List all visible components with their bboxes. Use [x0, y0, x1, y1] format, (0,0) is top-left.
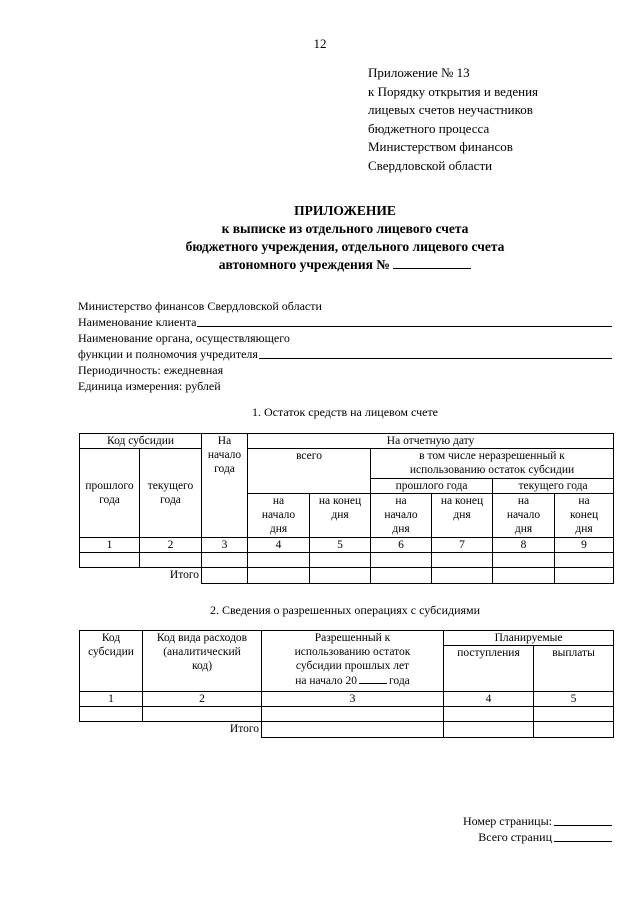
- header-prev-year: прошлого года: [371, 479, 493, 494]
- title-line: автономного учреждения №: [218, 257, 390, 272]
- header-text: Код: [101, 632, 121, 644]
- column-number: 4: [444, 692, 534, 707]
- table-cell[interactable]: [140, 553, 202, 568]
- header-subsidy-code: Код субсидии: [80, 434, 202, 449]
- annex-line: Министерством финансов: [368, 139, 513, 154]
- column-number: 4: [248, 538, 310, 553]
- unit-line: Единица измерения: рублей: [78, 379, 221, 393]
- header-text: Разрешенный к: [314, 632, 391, 644]
- table-cell[interactable]: [262, 722, 444, 738]
- table-cell[interactable]: [202, 553, 248, 568]
- header-day-start: [248, 494, 310, 538]
- header-text: на: [578, 495, 590, 507]
- header-text: на: [272, 495, 285, 507]
- total-row: [80, 568, 614, 584]
- column-number: 3: [262, 692, 444, 707]
- column-number: 7: [432, 538, 493, 553]
- header-text: дня: [392, 523, 410, 535]
- column-number: 5: [534, 692, 614, 707]
- header-text: на конец: [440, 495, 484, 507]
- section2-title: 2. Сведения о разрешенных операциях с субсидиями: [209, 603, 481, 617]
- table-cell[interactable]: [444, 707, 534, 722]
- total-pages-blank[interactable]: [554, 829, 612, 842]
- header-text: субсидии прошлых лет: [295, 660, 410, 672]
- annex-line: Приложение № 13: [368, 65, 470, 80]
- total-row: [80, 722, 614, 738]
- table-cell[interactable]: [371, 568, 432, 584]
- header-allowed-balance: [262, 631, 444, 692]
- total-label: Итого: [229, 723, 259, 735]
- column-number: 1: [80, 538, 140, 553]
- table-row: [80, 553, 614, 568]
- header-day-end: [432, 494, 493, 538]
- table-cell[interactable]: [444, 722, 534, 738]
- table-cell[interactable]: [262, 707, 444, 722]
- page-number-row: [440, 813, 612, 829]
- header-text: Код вида расходов: [156, 632, 248, 644]
- annex-line: бюджетного процесса: [368, 120, 490, 136]
- header-text: начало: [384, 509, 418, 521]
- table-cell[interactable]: [555, 553, 614, 568]
- column-number: 2: [143, 692, 262, 707]
- page-footer: [440, 813, 612, 845]
- table-cell[interactable]: [371, 553, 432, 568]
- header-text: дня: [331, 509, 349, 521]
- total-label: Итого: [169, 569, 200, 581]
- header-day-start: [371, 494, 432, 538]
- title-line: бюджетного учреждения, отдельного лицевого счета: [185, 239, 505, 254]
- header-cur-year-code: [140, 449, 202, 538]
- header-text: на начало 20: [295, 675, 357, 687]
- header-text: код): [191, 660, 213, 672]
- column-numbers-row: [80, 692, 614, 707]
- total-pages-row: [440, 829, 612, 845]
- header-prev-year-code: [80, 449, 140, 538]
- table-cell[interactable]: [534, 722, 614, 738]
- header-text: прошлого: [85, 480, 134, 492]
- page-number-blank[interactable]: [554, 813, 612, 826]
- header-text: дня: [575, 523, 593, 535]
- header-text: дня: [514, 523, 533, 535]
- header-expense-code: [143, 631, 262, 692]
- header-text: на конец: [318, 495, 362, 507]
- header-day-start: [493, 494, 555, 538]
- ministry-line: Министерство финансов Свердловской области: [78, 299, 322, 313]
- header-text: использованию остаток субсидии: [409, 464, 575, 476]
- header-subsidy-code: [80, 631, 143, 692]
- table-cell[interactable]: [248, 553, 310, 568]
- annex-reference: [368, 64, 538, 175]
- total-pages-label: Всего страниц: [478, 830, 552, 844]
- organ-blank[interactable]: [259, 346, 612, 359]
- column-number: 9: [555, 538, 614, 553]
- header-text: на: [395, 495, 407, 507]
- table-cell[interactable]: [534, 707, 614, 722]
- periodicity-line: Периодичность: ежедневная: [78, 363, 224, 377]
- header-text: (аналитический: [163, 646, 241, 658]
- header-report-date: На отчетную дату: [248, 434, 614, 449]
- organ-label-line1: Наименование органа, осуществляющего: [78, 331, 290, 345]
- client-blank[interactable]: [197, 314, 612, 327]
- title-line-account-number: [0, 256, 640, 274]
- title-line: к выписке из отдельного лицевого счета: [221, 221, 469, 236]
- table-cell[interactable]: [493, 568, 555, 584]
- header-day-end: [555, 494, 614, 538]
- section1-title: 1. Остаток средств на лицевом счете: [251, 405, 439, 419]
- header-planned: Планируемые: [444, 631, 614, 646]
- header-text: конец: [569, 509, 599, 521]
- title-line: ПРИЛОЖЕНИЕ: [294, 203, 396, 218]
- column-number: 8: [493, 538, 555, 553]
- annex-line: лицевых счетов неучастников: [368, 102, 533, 117]
- header-cur-year: текущего года: [493, 479, 614, 494]
- client-label: Наименование клиента: [78, 315, 197, 329]
- annex-line: к Порядку открытия и ведения: [368, 83, 539, 99]
- table-cell[interactable]: [432, 568, 493, 584]
- column-numbers-row: [80, 538, 614, 553]
- document-title: [0, 202, 640, 274]
- header-text: года: [160, 494, 181, 506]
- account-number-blank[interactable]: [393, 256, 471, 269]
- column-number: 5: [310, 538, 371, 553]
- operations-table: [79, 630, 614, 738]
- header-year-line: [263, 673, 442, 688]
- header-text: года: [99, 494, 120, 506]
- header-text: На: [217, 435, 232, 447]
- header-day-end: [310, 494, 371, 538]
- header-text: дня: [453, 509, 471, 521]
- table-cell[interactable]: [493, 553, 555, 568]
- header-text: использованию остаток: [294, 646, 411, 658]
- table-cell[interactable]: [310, 568, 371, 584]
- header-text: года: [214, 463, 235, 475]
- header-text: начало: [207, 449, 242, 461]
- header-text: года: [388, 675, 410, 687]
- header-year-start: [202, 434, 248, 538]
- table-row: [80, 707, 614, 722]
- header-text: текущего: [147, 480, 194, 492]
- info-block: [78, 298, 612, 394]
- header-income: поступления: [444, 646, 534, 692]
- page-number-label: Номер страницы:: [462, 814, 552, 828]
- header-text: начало: [506, 509, 541, 521]
- header-payments: выплаты: [534, 646, 614, 692]
- header-unauthorized: [371, 449, 614, 479]
- column-number: 3: [202, 538, 248, 553]
- organ-label-line2: функции и полномочия учредителя: [78, 347, 258, 361]
- page-number: 12: [313, 36, 327, 51]
- table-cell[interactable]: [202, 568, 248, 584]
- header-text: субсидии: [88, 646, 134, 658]
- table-cell[interactable]: [143, 707, 262, 722]
- header-text: начало: [261, 509, 296, 521]
- column-number: 2: [140, 538, 202, 553]
- header-total: всего: [248, 449, 371, 494]
- table-cell[interactable]: [555, 568, 614, 584]
- header-text: дня: [269, 523, 288, 535]
- client-row: [78, 314, 612, 330]
- table-cell[interactable]: [310, 553, 371, 568]
- header-text: в том числе неразрешенный к: [419, 450, 565, 462]
- table-cell[interactable]: [80, 553, 140, 568]
- header-text: на: [517, 495, 530, 507]
- table-cell[interactable]: [248, 568, 310, 584]
- table-cell[interactable]: [80, 707, 143, 722]
- column-number: 1: [80, 692, 143, 707]
- organ-row: [78, 346, 612, 362]
- year-blank[interactable]: [359, 673, 387, 684]
- annex-line: Свердловской области: [368, 157, 493, 173]
- column-number: 6: [371, 538, 432, 553]
- table-cell[interactable]: [432, 553, 493, 568]
- balance-table: [79, 433, 614, 584]
